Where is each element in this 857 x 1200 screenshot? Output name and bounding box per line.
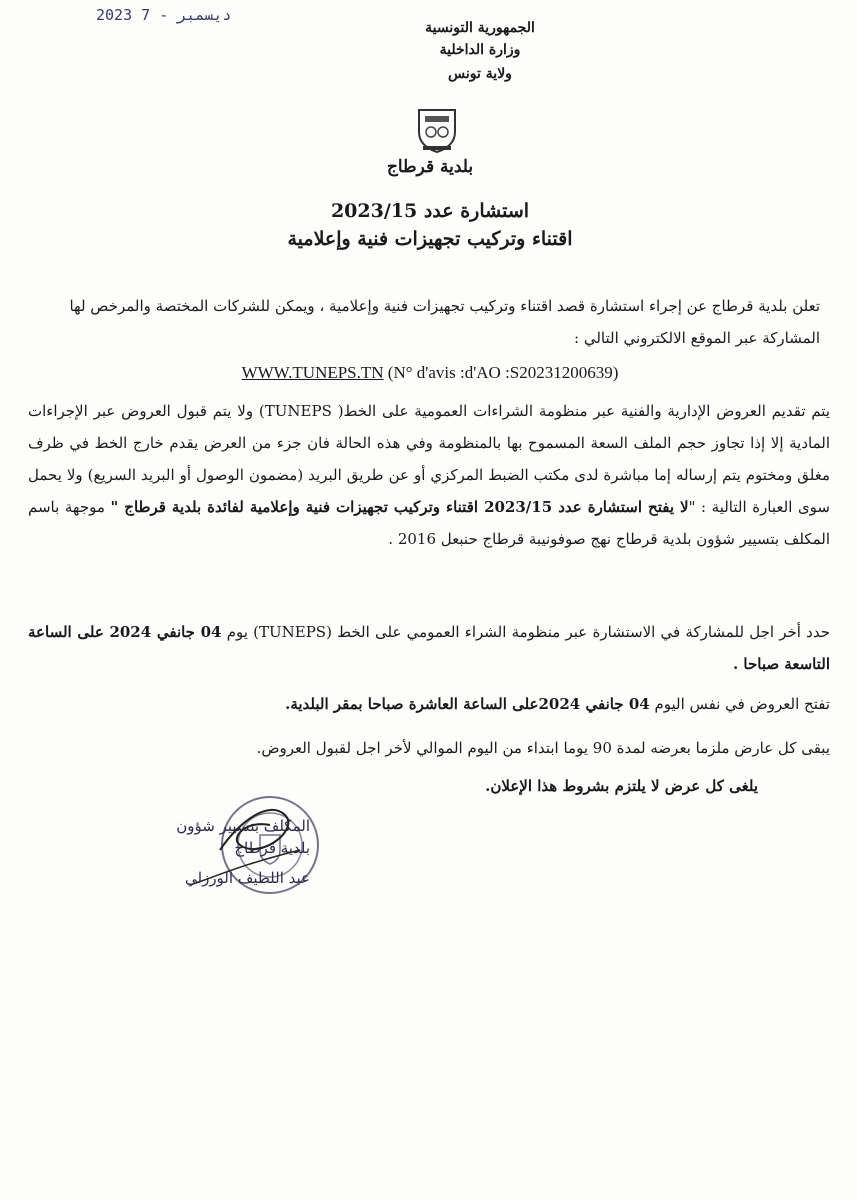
submission-paragraph bbox=[28, 395, 830, 555]
opening-date: 04 جانفي 2024على الساعة العاشرة صباحا بمقر البلدية. bbox=[285, 695, 650, 713]
deadline-paragraph bbox=[28, 616, 830, 680]
municipality-name: بلدية قرطاج bbox=[386, 157, 474, 177]
deadline-date: 04 جانفي 2024 على الساعة التاسعة صباحا . bbox=[28, 623, 830, 673]
handwritten-date: 2023 ديسمبر - 7 bbox=[96, 6, 232, 24]
notice-reference: (N° d'avis :d'AO :S20231200639) bbox=[387, 363, 619, 382]
header-republic: الجمهورية التونسية bbox=[425, 20, 535, 36]
submission-address: موجهة باسم المكلف بتسيير شؤون بلدية قرطاج نهج صوفونيبة قرطاج حنبعل 2016 . bbox=[28, 498, 830, 548]
website-link[interactable]: WWW.TUNEPS.TN bbox=[241, 363, 384, 382]
consultation-subject: اقتناء وتركيب تجهيزات فنية وإعلامية bbox=[287, 228, 573, 250]
signatory-name: عبد اللطيف الورزلي bbox=[185, 869, 310, 887]
handwritten-signature-icon bbox=[70, 790, 320, 900]
submission-text: يتم تقديم العروض الإدارية والفنية عبر منظومة الشراءات العمومية على الخط( TUNEPS) ولا يتم قبول العروض عبر الإجراءات المادية إلا إذا تجاوز حجم الملف السعة المسموح بها بالمنظومة وفي هذه الحالة فان جزء من العرض يقدم خارج الخط في ظرف مغلق ومختوم يتم إرساله إما مباشرة لدى مكتب الضبط المركزي أو عن طريق البريد (مضمون الوصول أو البريد السريع) ولا يحمل سوى العبارة التالية : " bbox=[28, 402, 830, 516]
validity-paragraph: يبقى كل عارض ملزما بعرضه لمدة 90 يوما ابتداء من اليوم الموالي لأخر اجل لقبول العروض. bbox=[256, 739, 830, 757]
website-line bbox=[180, 363, 680, 383]
header-ministry: وزارة الداخلية bbox=[439, 42, 521, 58]
opening-text: تفتح العروض في نفس اليوم bbox=[649, 695, 830, 713]
announcement-paragraph: تعلن بلدية قرطاج عن إجراء استشارة قصد اقتناء وتركيب تجهيزات فنية وإعلامية ، ويمكن للشركات المختصة والمرخص لها المشاركة عبر الموقع الالكتروني التالي : bbox=[69, 297, 820, 347]
opening-paragraph bbox=[28, 688, 830, 720]
municipal-emblem-icon bbox=[415, 106, 459, 154]
envelope-label: لا يفتح استشارة عدد 2023/15 اقتناء وتركيب تجهيزات فنية وإعلامية لفائدة بلدية قرطاج " bbox=[110, 498, 689, 516]
cancellation-paragraph: يلغى كل عرض لا يلتزم بشروط هذا الإعلان. bbox=[485, 777, 758, 795]
signatory-title: المكلف بتسيير شؤون bbox=[176, 817, 310, 835]
deadline-text: حدد أخر اجل للمشاركة في الاستشارة عبر منظومة الشراء العمومي على الخط (TUNEPS) يوم bbox=[221, 623, 830, 641]
consultation-title: استشارة عدد 2023/15 bbox=[330, 200, 530, 222]
signatory-municipality: بلدية قرطاج bbox=[234, 839, 310, 857]
header-governorate: ولاية تونس bbox=[448, 66, 512, 82]
